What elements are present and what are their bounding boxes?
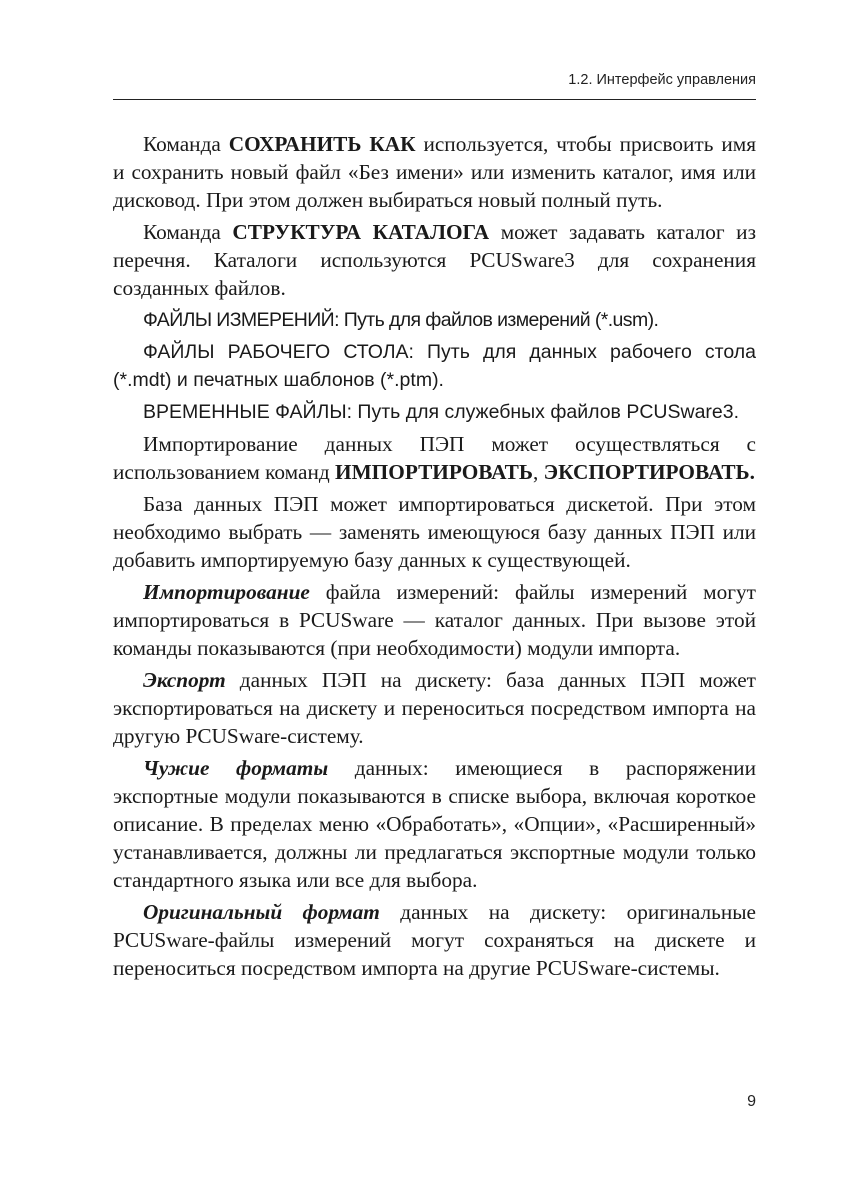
paragraph-importing: Импортирование файла измерений: файлы измерений могут импортироваться в PCUSware — каталог данных. При вызове этой команды показываются (при необходимости) модули импорта. xyxy=(113,580,756,660)
term-importing: Импортирование xyxy=(143,580,310,604)
paragraph-desktop-files: ФАЙЛЫ РАБОЧЕГО СТОЛА: Путь для данных рабочего стола (*.mdt) и печатных шаблонов (*.ptm). xyxy=(113,341,756,391)
term-dir-structure: СТРУКТУРА КАТАЛОГА xyxy=(232,220,490,244)
paragraph-foreign-formats: Чужие форматы данных: имеющиеся в распоряжении экспортные модули показываются в списке выбора, включая короткое описание. В пределах меню «Обработать», «Опции», «Расширенный» устанавливается, должны ли предлагаться экспортные модули только стандартного языка или все для выбора. xyxy=(113,756,756,892)
paragraph-db-import: База данных ПЭП может импортироваться дискетой. При этом необходимо выбрать — заменять имеющуюся базу данных ПЭП или добавить импортируемую базу данных к существующей. xyxy=(113,492,756,572)
term-export: ЭКСПОРТИРОВАТЬ. xyxy=(543,460,755,484)
term-save-as: СОХРАНИТЬ КАК xyxy=(228,132,416,156)
paragraph-original-format: Оригинальный формат данных на дискету: оригинальные PCUSware-файлы измерений могут сохраняться на дискете и переноситься посредством импорта на другие PCUSware-системы. xyxy=(113,900,756,980)
term-foreign-formats: Чужие форматы xyxy=(143,756,329,780)
term-import: ИМПОРТИРОВАТЬ xyxy=(335,460,533,484)
paragraph-temp-files: ВРЕМЕННЫЕ ФАЙЛЫ: Путь для служебных файлов PCUSware3. xyxy=(143,401,740,423)
paragraph-export: Экспорт данных ПЭП на дискету: база данных ПЭП может экспортироваться на дискету и переноситься посредством импорта на другую PCUSware-систему. xyxy=(113,668,756,748)
running-title: 1.2. Интерфейс управления xyxy=(568,72,756,88)
term-original-format: Оригинальный формат xyxy=(143,900,380,924)
header-rule xyxy=(113,99,756,100)
paragraph-measurement-files: ФАЙЛЫ ИЗМЕРЕНИЙ: Путь для файлов измерений (*.usm). xyxy=(143,309,659,331)
term-export-italic: Экспорт xyxy=(143,668,226,692)
body-text xyxy=(113,130,756,986)
paragraph-dir-structure: Команда СТРУКТУРА КАТАЛОГА может задавать каталог из перечня. Каталоги используются PCUSware3 для сохранения созданных файлов. xyxy=(113,220,756,300)
paragraph-save-as: Команда СОХРАНИТЬ КАК используется, чтобы присвоить имя и сохранить новый файл «Без имени» или изменить каталог, имя или дисковод. При этом должен выбираться новый полный путь. xyxy=(113,132,756,212)
page-number: 9 xyxy=(747,1093,756,1110)
paragraph-import-export: Импортирование данных ПЭП может осуществляться с использованием команд ИМПОРТИРОВАТЬ, ЭКСПОРТИРОВАТЬ. xyxy=(113,432,756,484)
